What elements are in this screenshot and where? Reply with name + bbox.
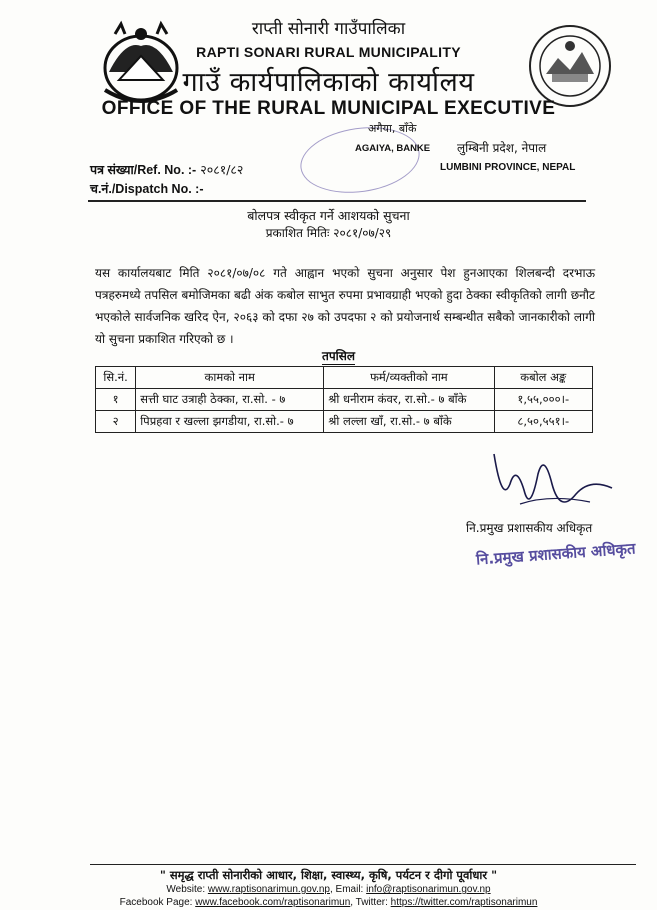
cell-firm-name: श्री लल्ला खाँ, रा.सो.- ७ बाँके: [324, 411, 494, 433]
cell-work-name: पिप्रहवा र खल्ला झगडीया, रा.सो.- ७: [136, 411, 324, 433]
footer-motto: " समृद्ध राप्ती सोनारीको आधार, शिक्षा, स्वास्थ्य, कृषि, पर्यटन र दीगो पूर्वाधार ": [159, 868, 498, 882]
footer-divider: [90, 864, 636, 865]
table-row: [96, 389, 593, 411]
details-table: [95, 366, 593, 433]
website-label: Website:: [166, 884, 206, 895]
twitter-link[interactable]: https://twitter.com/raptisonarimun: [390, 897, 538, 908]
cell-bid-amount: १,५५,०००।-: [494, 389, 593, 411]
signature-mark: [480, 444, 620, 524]
cell-serial: १: [96, 389, 136, 411]
municipality-name-np: राप्ती सोनारी गाउँपालिका: [251, 19, 406, 39]
notice-body: यस कार्यालयबाट मिति २०८१/०७/०८ गते आह्वान भएको सुचना अनुसार पेश हुनआएका शिलबन्दी दरभाऊ पत्रहरुमध्ये तपसिल बमोजिमका बढी अंक कबोल साभुत रुपमा प्रभावग्राही भएको हुदा ठेक्का स्वीकृतिको लागी छनौट भएकोले सार्वजनिक खरिद ऐन, २०६३ को दफा २७ को उपदफा २ को प्रयोजनार्थ सम्बन्धीत सबैको जानकारीको लागी यो सुचना प्रकाशित गरिएको छ ।: [95, 266, 595, 346]
published-date: प्रकाशित मितिः २०८१/०७/२९: [265, 226, 392, 240]
footer-contact-line: [0, 884, 657, 895]
cell-work-name: सत्ती घाट उत्राही ठेक्का, रा.सो. - ७: [136, 389, 324, 411]
dispatch-number: [90, 180, 204, 197]
table-row: [96, 411, 593, 433]
cell-bid-amount: ८,५०,५५१।-: [494, 411, 593, 433]
office-name-np: गाउँ कार्यपालिकाको कार्यालय: [182, 67, 475, 98]
office-name-en: OFFICE OF THE RURAL MUNICIPAL EXECUTIVE: [101, 98, 556, 119]
header-serial: सि.नं.: [96, 367, 136, 389]
table-title: तपसिल: [322, 349, 356, 363]
reference-label: पत्र संख्या/Ref. No. :-: [90, 163, 197, 177]
facebook-label: Facebook Page:: [119, 897, 193, 908]
reference-number: [90, 161, 243, 178]
cell-firm-name: श्री धनीराम कंवर, रा.सो.- ७ बाँके: [324, 389, 494, 411]
header-divider: [88, 200, 586, 202]
footer-social-line: [0, 897, 657, 908]
signatory-designation: नि.प्रमुख प्रशासकीय अधिकृत: [466, 521, 593, 535]
facebook-link[interactable]: www.facebook.com/raptisonarimun: [195, 897, 351, 908]
address-np-left: अगैया, बाँके: [368, 122, 417, 135]
municipality-name-en: RAPTI SONARI RURAL MUNICIPALITY: [196, 44, 461, 60]
email-label: , Email:: [330, 884, 364, 895]
header-firm-name: फर्म/व्यक्तीको नाम: [324, 367, 494, 389]
cell-serial: २: [96, 411, 136, 433]
header-work-name: कामको नाम: [136, 367, 324, 389]
twitter-label: , Twitter:: [350, 897, 388, 908]
email-link[interactable]: info@raptisonarimun.gov.np: [366, 884, 491, 895]
address-en-right: LUMBINI PROVINCE, NEPAL: [440, 162, 576, 173]
reference-value: २०८१/८२: [200, 162, 244, 177]
notice-title: बोलपत्र स्वीकृत गर्ने आशयको सुचना: [247, 208, 410, 223]
header-bid-amount: कबोल अङ्क: [494, 367, 593, 389]
table-header-row: [96, 367, 593, 389]
website-link[interactable]: www.raptisonarimun.gov.np: [207, 884, 330, 895]
dispatch-label: च.नं./Dispatch No. :-: [90, 182, 204, 196]
address-en-left: AGAIYA, BANKE: [355, 143, 431, 154]
address-np-right: लुम्बिनी प्रदेश, नेपाल: [457, 141, 547, 155]
designation-seal: नि.प्रमुख प्रशासकीय अधिकृत: [475, 539, 637, 569]
